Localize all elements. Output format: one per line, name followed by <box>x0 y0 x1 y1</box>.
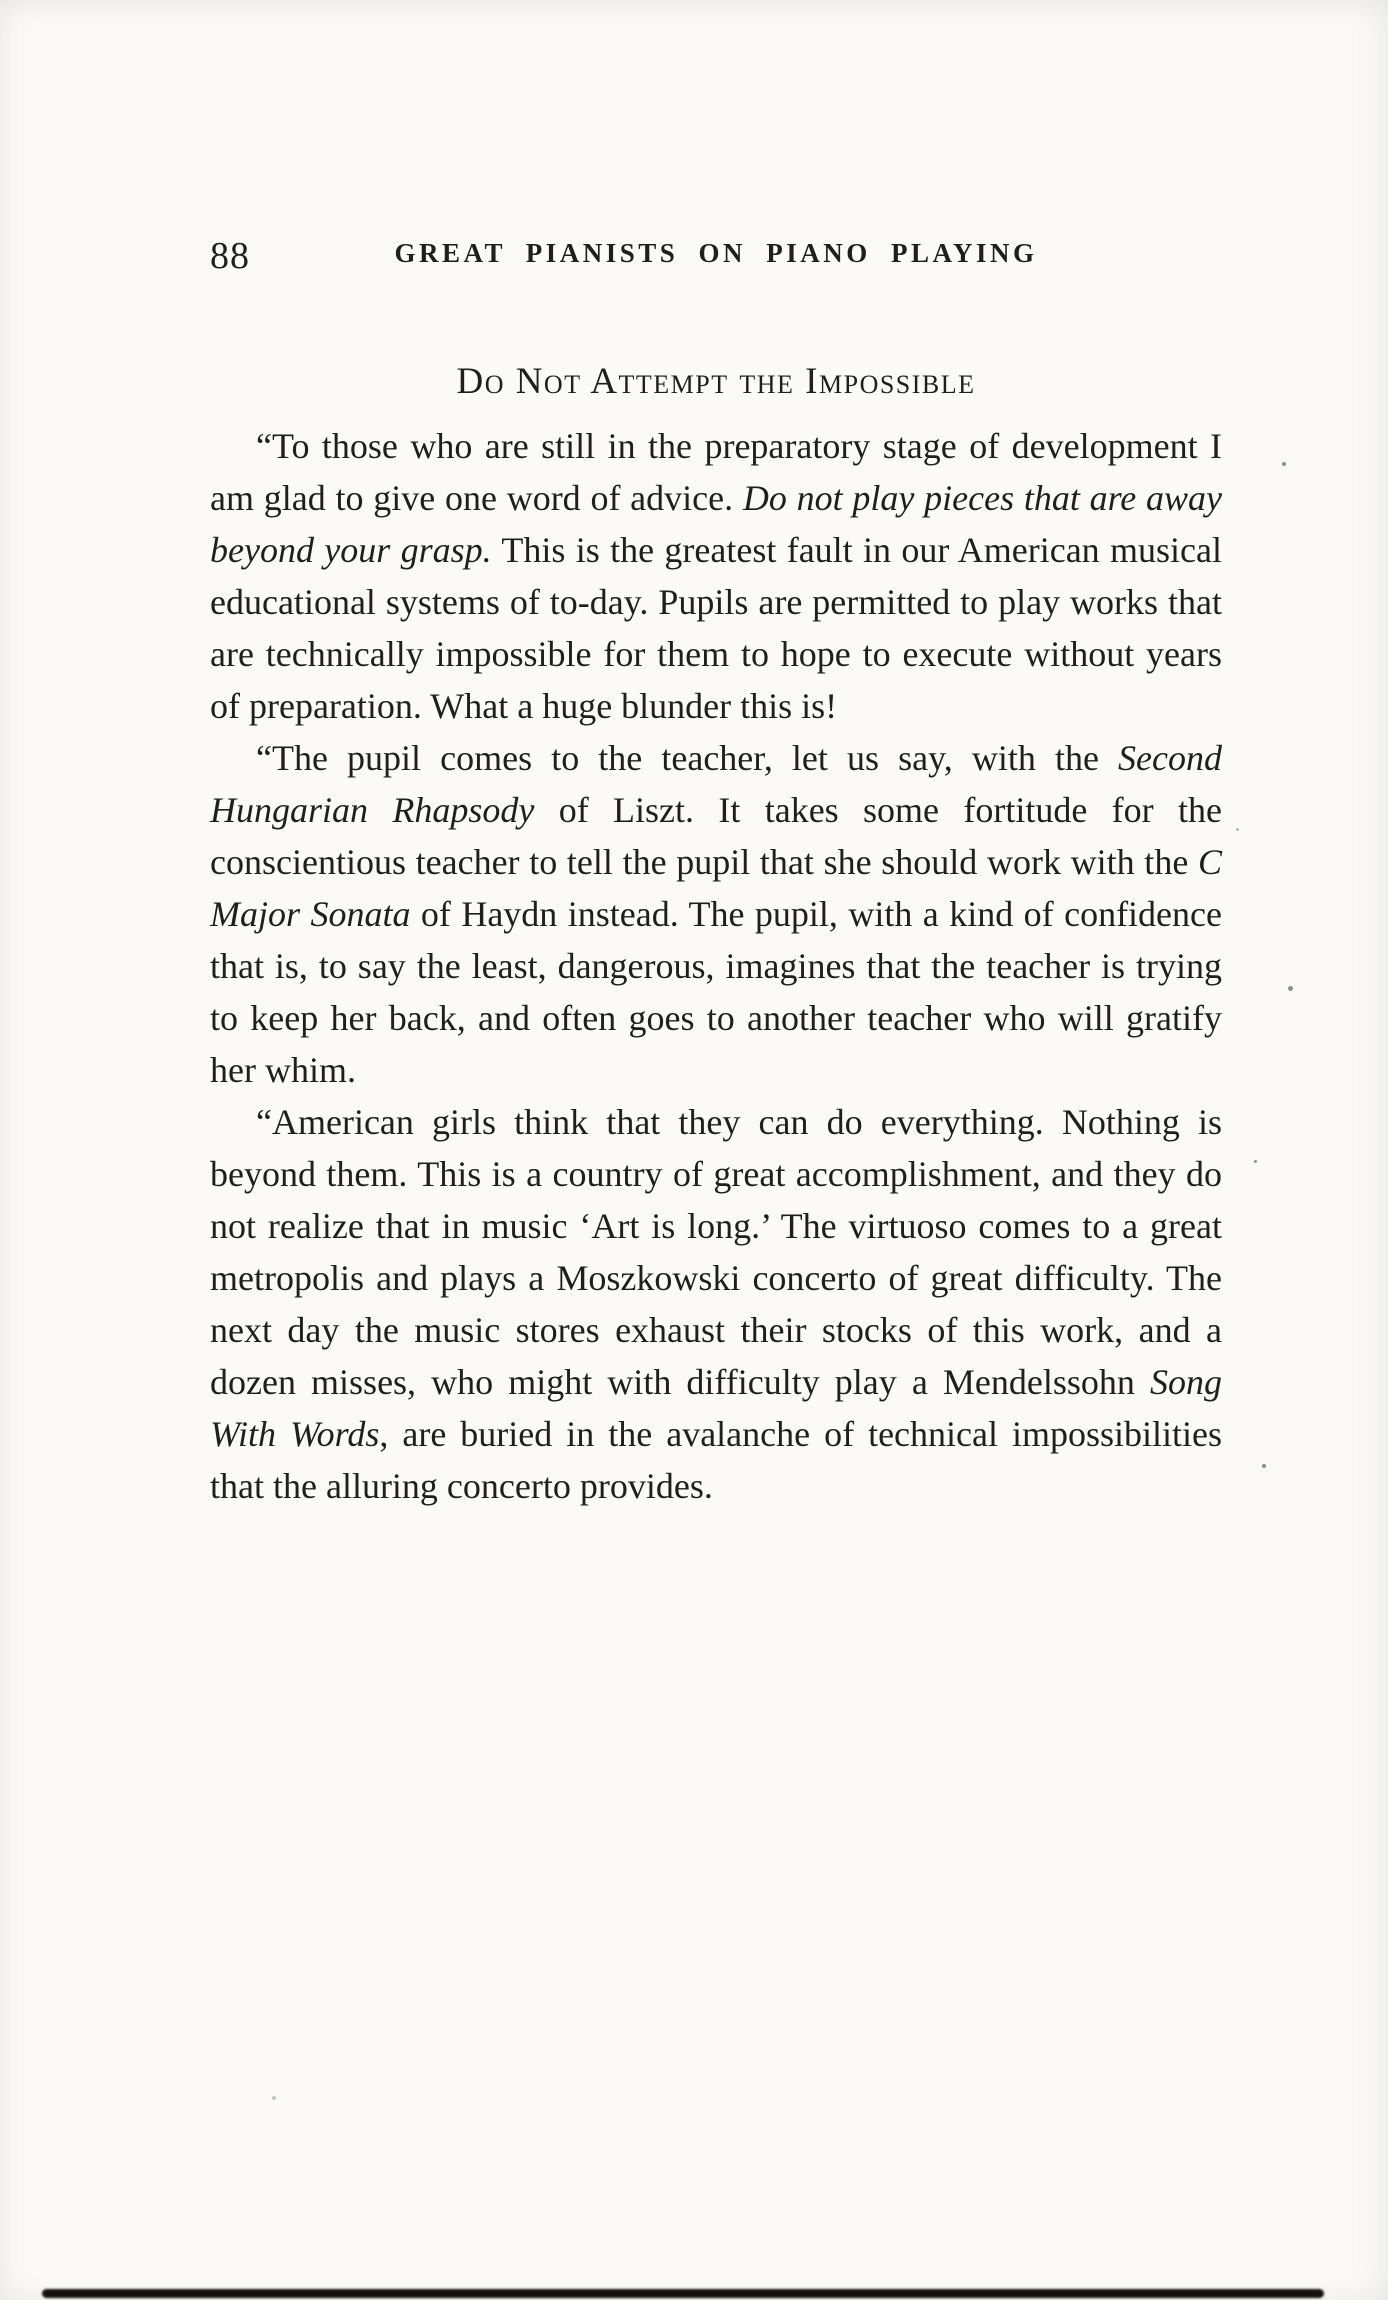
scan-speck <box>1236 828 1239 831</box>
scan-speck <box>1288 986 1293 991</box>
paragraph-3 <box>210 1096 1222 1512</box>
page-number: 88 <box>210 235 250 277</box>
section-heading: Do Not Attempt the Impossible <box>456 361 976 402</box>
scan-speck <box>1254 1160 1257 1163</box>
paragraph-3-italic-title: Song With Words <box>210 1362 1222 1454</box>
paragraph-2-text-cont: of Liszt. It takes some fortitude for the conscientious teacher to tell the pupil that she should work with the <box>210 790 1222 882</box>
paragraph-3-text-end: , are buried in the avalanche of technical impossibilities that the alluring concerto provides. <box>210 1414 1223 1506</box>
paragraph-2-italic-title-1: Second Hungarian Rhapsody <box>210 738 1222 830</box>
scan-speck <box>1282 462 1286 466</box>
paragraph-3-text: “American girls think that they can do everything. Nothing is beyond them. This is a country of great accomplishment, and they do not realize that in music ‘Art is long.’ The virtuoso comes to a great metropolis and plays a Moszkowski concerto of great difficulty. The next day the music stores exhaust their stocks of this work, and a dozen misses, who might with difficulty play a Mendelssohn <box>210 1102 1222 1402</box>
paragraph-2-italic-title-2: C Major Sonata <box>210 842 1222 934</box>
paragraph-1 <box>210 420 1222 732</box>
running-title: GREAT PIANISTS ON PIANO PLAYING <box>394 238 1038 268</box>
running-header <box>210 235 1222 277</box>
paragraph-1-italic-phrase: Do not play pieces that are away beyond your grasp. <box>210 478 1222 570</box>
page-text-block <box>210 356 1222 1512</box>
paragraph-2 <box>210 732 1222 1096</box>
paragraph-2-text: “The pupil comes to the teacher, let us say, with the <box>256 738 1119 778</box>
paragraph-1-text-cont: This is the greatest fault in our American musical educational systems of to-day. Pupils are permitted to play works that are technically impossible for them to hope to execute without years of preparation. What a huge blunder this is! <box>210 530 1222 726</box>
scan-speck <box>272 2096 276 2100</box>
paragraph-2-text-end: of Haydn instead. The pupil, with a kind of confidence that is, to say the least, dangerous, imagines that the teacher is trying to keep her back, and often goes to another teacher who will gratify her whim. <box>210 894 1222 1090</box>
paragraph-1-text: “To those who are still in the preparatory stage of development I am glad to give one word of advice. <box>210 426 1222 518</box>
scan-speck <box>1262 1464 1266 1468</box>
scan-edge-artifact <box>42 2289 1324 2298</box>
